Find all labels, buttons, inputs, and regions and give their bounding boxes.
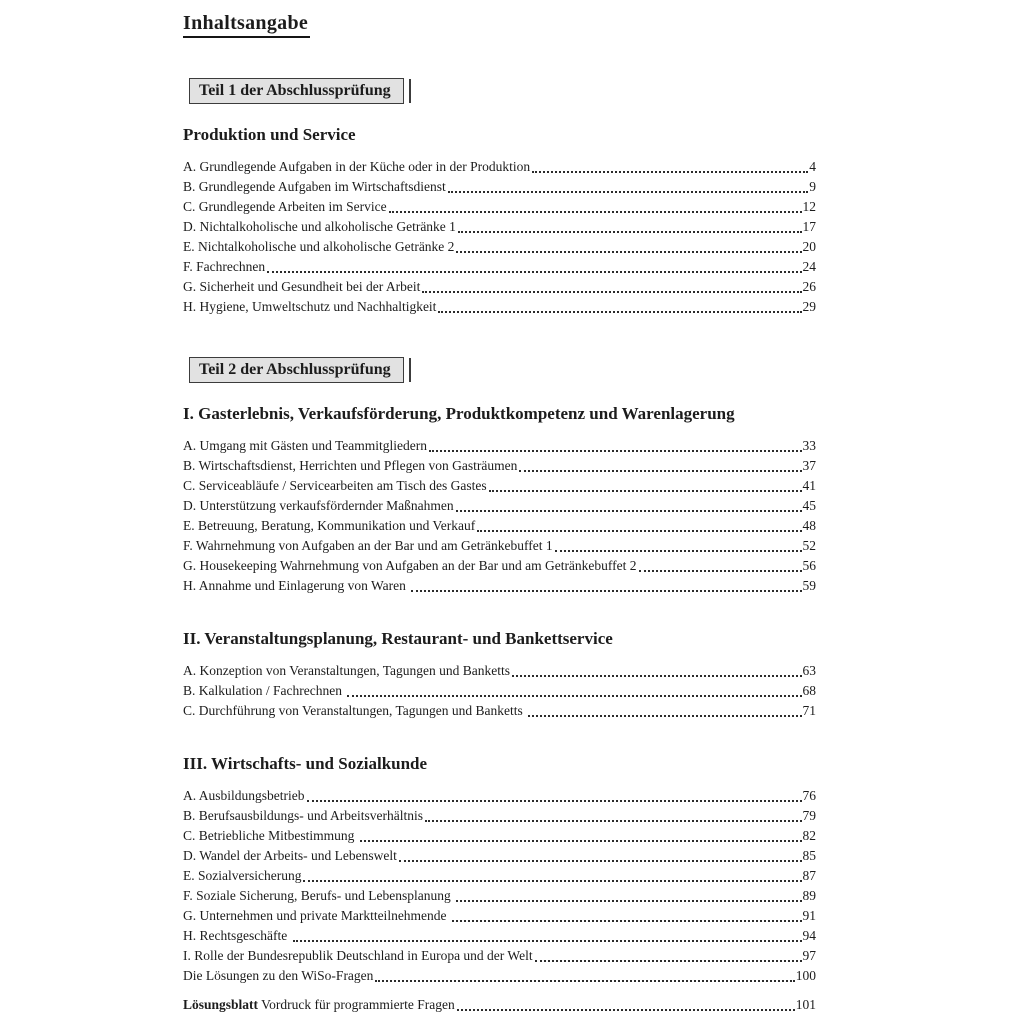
toc-page-number: 20 bbox=[802, 239, 816, 254]
toc-row bbox=[183, 157, 816, 177]
section-heading: Produktion und Service bbox=[183, 125, 356, 144]
toc-entry-label: C. Serviceabläufe / Servicearbeiten am Tisch des Gastes bbox=[183, 478, 487, 493]
toc-row bbox=[183, 966, 816, 986]
section-heading: I. Gasterlebnis, Verkaufsförderung, Produktkompetenz und Warenlagerung bbox=[183, 404, 735, 423]
toc-entry-label: B. Kalkulation / Fachrechnen bbox=[183, 683, 346, 698]
dot-leader bbox=[535, 960, 802, 962]
dot-leader bbox=[639, 570, 802, 572]
dot-leader bbox=[458, 231, 802, 233]
toc-page-number: 76 bbox=[802, 788, 816, 803]
dot-leader bbox=[389, 211, 802, 213]
dot-leader bbox=[456, 251, 801, 253]
dot-leader bbox=[519, 470, 801, 472]
toc-row bbox=[183, 297, 816, 317]
toc-page-number: 89 bbox=[802, 888, 816, 903]
dot-leader bbox=[293, 940, 802, 942]
dot-leader bbox=[422, 291, 801, 293]
toc-row bbox=[183, 436, 816, 456]
toc-row bbox=[183, 237, 816, 257]
toc-page-number: 82 bbox=[802, 828, 816, 843]
toc-page-number: 101 bbox=[795, 997, 816, 1012]
toc-list bbox=[183, 661, 816, 721]
toc-entry-label: F. Fachrechnen bbox=[183, 259, 266, 274]
toc-page-number: 9 bbox=[809, 179, 816, 194]
toc-row bbox=[183, 257, 816, 277]
toc-entry-label: H. Rechtsgeschäfte bbox=[183, 928, 291, 943]
dot-leader bbox=[477, 530, 801, 532]
dot-leader bbox=[347, 695, 801, 697]
toc-page-number: 56 bbox=[802, 558, 816, 573]
toc-page-number: 94 bbox=[802, 928, 816, 943]
dot-leader bbox=[456, 900, 801, 902]
toc-entry-label: Vordruck für programmierte Fragen bbox=[258, 997, 455, 1012]
toc-entry-label: E. Sozialversicherung bbox=[183, 868, 302, 883]
toc-entry-label: A. Grundlegende Aufgaben in der Küche oder in der Produktion bbox=[183, 159, 531, 174]
document-body bbox=[183, 38, 816, 1015]
toc-row bbox=[183, 701, 816, 721]
toc-row bbox=[183, 576, 816, 596]
dot-leader bbox=[425, 820, 802, 822]
toc-entry-label: C. Grundlegende Arbeiten im Service bbox=[183, 199, 387, 214]
part-heading-label: Teil 1 der Abschlussprüfung bbox=[199, 82, 391, 99]
toc-entry-label: B. Grundlegende Aufgaben im Wirtschaftsdienst bbox=[183, 179, 446, 194]
toc-row bbox=[183, 456, 816, 476]
dot-leader bbox=[457, 1009, 795, 1011]
toc-entry-label: F. Soziale Sicherung, Berufs- und Lebensplanung bbox=[183, 888, 455, 903]
toc-entry-label: A. Ausbildungsbetrieb bbox=[183, 788, 305, 803]
toc-entry-label: G. Housekeeping Wahrnehmung von Aufgaben an der Bar und am Getränkebuffet 2 bbox=[183, 558, 637, 573]
dot-leader bbox=[456, 510, 802, 512]
dot-leader bbox=[360, 840, 802, 842]
part-heading-box bbox=[189, 78, 404, 104]
toc-entry-label: A. Umgang mit Gästen und Teammitgliedern bbox=[183, 438, 428, 453]
dot-leader bbox=[489, 490, 802, 492]
toc-entry-label: D. Nichtalkoholische und alkoholische Getränke 1 bbox=[183, 219, 456, 234]
toc-entry-label: Die Lösungen zu den WiSo-Fragen bbox=[183, 968, 374, 983]
toc-page-number: 4 bbox=[809, 159, 816, 174]
part-heading-box bbox=[189, 357, 404, 383]
toc-page-number: 97 bbox=[802, 948, 816, 963]
toc-page-number: 79 bbox=[802, 808, 816, 823]
toc-row bbox=[183, 217, 816, 237]
toc-page-number: 48 bbox=[802, 518, 816, 533]
toc-row bbox=[183, 177, 816, 197]
toc-list bbox=[183, 995, 816, 1015]
toc-entry-label: C. Betriebliche Mitbestimmung bbox=[183, 828, 358, 843]
toc-row bbox=[183, 197, 816, 217]
toc-page-number: 45 bbox=[802, 498, 816, 513]
toc-entry-label: C. Durchführung von Veranstaltungen, Tagungen und Banketts bbox=[183, 703, 527, 718]
dot-leader bbox=[532, 171, 808, 173]
toc-row bbox=[183, 786, 816, 806]
toc-entry-label: D. Unterstützung verkaufsfördernder Maßnahmen bbox=[183, 498, 454, 513]
toc-entry-label: G. Sicherheit und Gesundheit bei der Arbeit bbox=[183, 279, 421, 294]
toc-page-number: 52 bbox=[802, 538, 816, 553]
toc-row bbox=[183, 846, 816, 866]
toc-list bbox=[183, 157, 816, 317]
toc-page-number: 63 bbox=[802, 663, 816, 678]
toc-list bbox=[183, 786, 816, 986]
toc-page-number: 17 bbox=[802, 219, 816, 234]
toc-page-number: 41 bbox=[802, 478, 816, 493]
document-page bbox=[183, 12, 816, 1015]
part-heading-label: Teil 2 der Abschlussprüfung bbox=[199, 361, 391, 378]
toc-page-number: 59 bbox=[802, 578, 816, 593]
toc-entry-label: I. Rolle der Bundesrepublik Deutschland in Europa und der Welt bbox=[183, 948, 533, 963]
dot-leader bbox=[303, 880, 801, 882]
toc-entry-label: F. Wahrnehmung von Aufgaben an der Bar und am Getränkebuffet 1 bbox=[183, 538, 553, 553]
toc-row bbox=[183, 926, 816, 946]
dot-leader bbox=[429, 450, 801, 452]
toc-entry-label-bold: Lösungsblatt bbox=[183, 997, 259, 1012]
toc-page-number: 91 bbox=[802, 908, 816, 923]
toc-row bbox=[183, 946, 816, 966]
toc-page-number: 71 bbox=[802, 703, 816, 718]
toc-row bbox=[183, 496, 816, 516]
toc-page-number: 85 bbox=[802, 848, 816, 863]
dot-leader bbox=[555, 550, 802, 552]
section-heading: II. Veranstaltungsplanung, Restaurant- und Bankettservice bbox=[183, 629, 613, 648]
toc-entry-label: B. Wirtschaftsdienst, Herrichten und Pflegen von Gasträumen bbox=[183, 458, 518, 473]
toc-row bbox=[183, 906, 816, 926]
toc-entry-label: A. Konzeption von Veranstaltungen, Tagungen und Banketts bbox=[183, 663, 510, 678]
toc-entry-label: H. Annahme und Einlagerung von Waren bbox=[183, 578, 410, 593]
dot-leader bbox=[399, 860, 802, 862]
toc-row bbox=[183, 476, 816, 496]
toc-entry-label: G. Unternehmen und private Marktteilnehmende bbox=[183, 908, 450, 923]
toc-entry-label: D. Wandel der Arbeits- und Lebenswelt bbox=[183, 848, 397, 863]
toc-page-number: 100 bbox=[795, 968, 816, 983]
toc-page-number: 37 bbox=[802, 458, 816, 473]
dot-leader bbox=[528, 715, 801, 717]
toc-row bbox=[183, 536, 816, 556]
dot-leader bbox=[307, 800, 802, 802]
toc-page-number: 87 bbox=[802, 868, 816, 883]
toc-page-number: 68 bbox=[802, 683, 816, 698]
toc-row bbox=[183, 886, 816, 906]
toc-entry-label: H. Hygiene, Umweltschutz und Nachhaltigkeit bbox=[183, 299, 437, 314]
toc-entry-label: E. Betreuung, Beratung, Kommunikation und Verkauf bbox=[183, 518, 476, 533]
toc-row bbox=[183, 556, 816, 576]
toc-row bbox=[183, 681, 816, 701]
dot-leader bbox=[411, 590, 801, 592]
toc-list bbox=[183, 436, 816, 596]
dot-leader bbox=[438, 311, 801, 313]
toc-row bbox=[183, 661, 816, 681]
toc-row bbox=[183, 277, 816, 297]
toc-page-number: 33 bbox=[802, 438, 816, 453]
dot-leader bbox=[375, 980, 794, 982]
toc-row bbox=[183, 516, 816, 536]
dot-leader bbox=[267, 271, 801, 273]
toc-row bbox=[183, 866, 816, 886]
toc-row bbox=[183, 995, 816, 1015]
toc-page-number: 24 bbox=[802, 259, 816, 274]
toc-entry-label: B. Berufsausbildungs- und Arbeitsverhältnis bbox=[183, 808, 423, 823]
page-title: Inhaltsangabe bbox=[183, 12, 310, 38]
toc-page-number: 12 bbox=[802, 199, 816, 214]
toc-row bbox=[183, 806, 816, 826]
toc-row bbox=[183, 826, 816, 846]
dot-leader bbox=[448, 191, 808, 193]
toc-page-number: 29 bbox=[802, 299, 816, 314]
dot-leader bbox=[512, 675, 802, 677]
toc-entry-label: E. Nichtalkoholische und alkoholische Getränke 2 bbox=[183, 239, 455, 254]
section-heading: III. Wirtschafts- und Sozialkunde bbox=[183, 754, 428, 773]
toc-page-number: 26 bbox=[802, 279, 816, 294]
dot-leader bbox=[452, 920, 802, 922]
